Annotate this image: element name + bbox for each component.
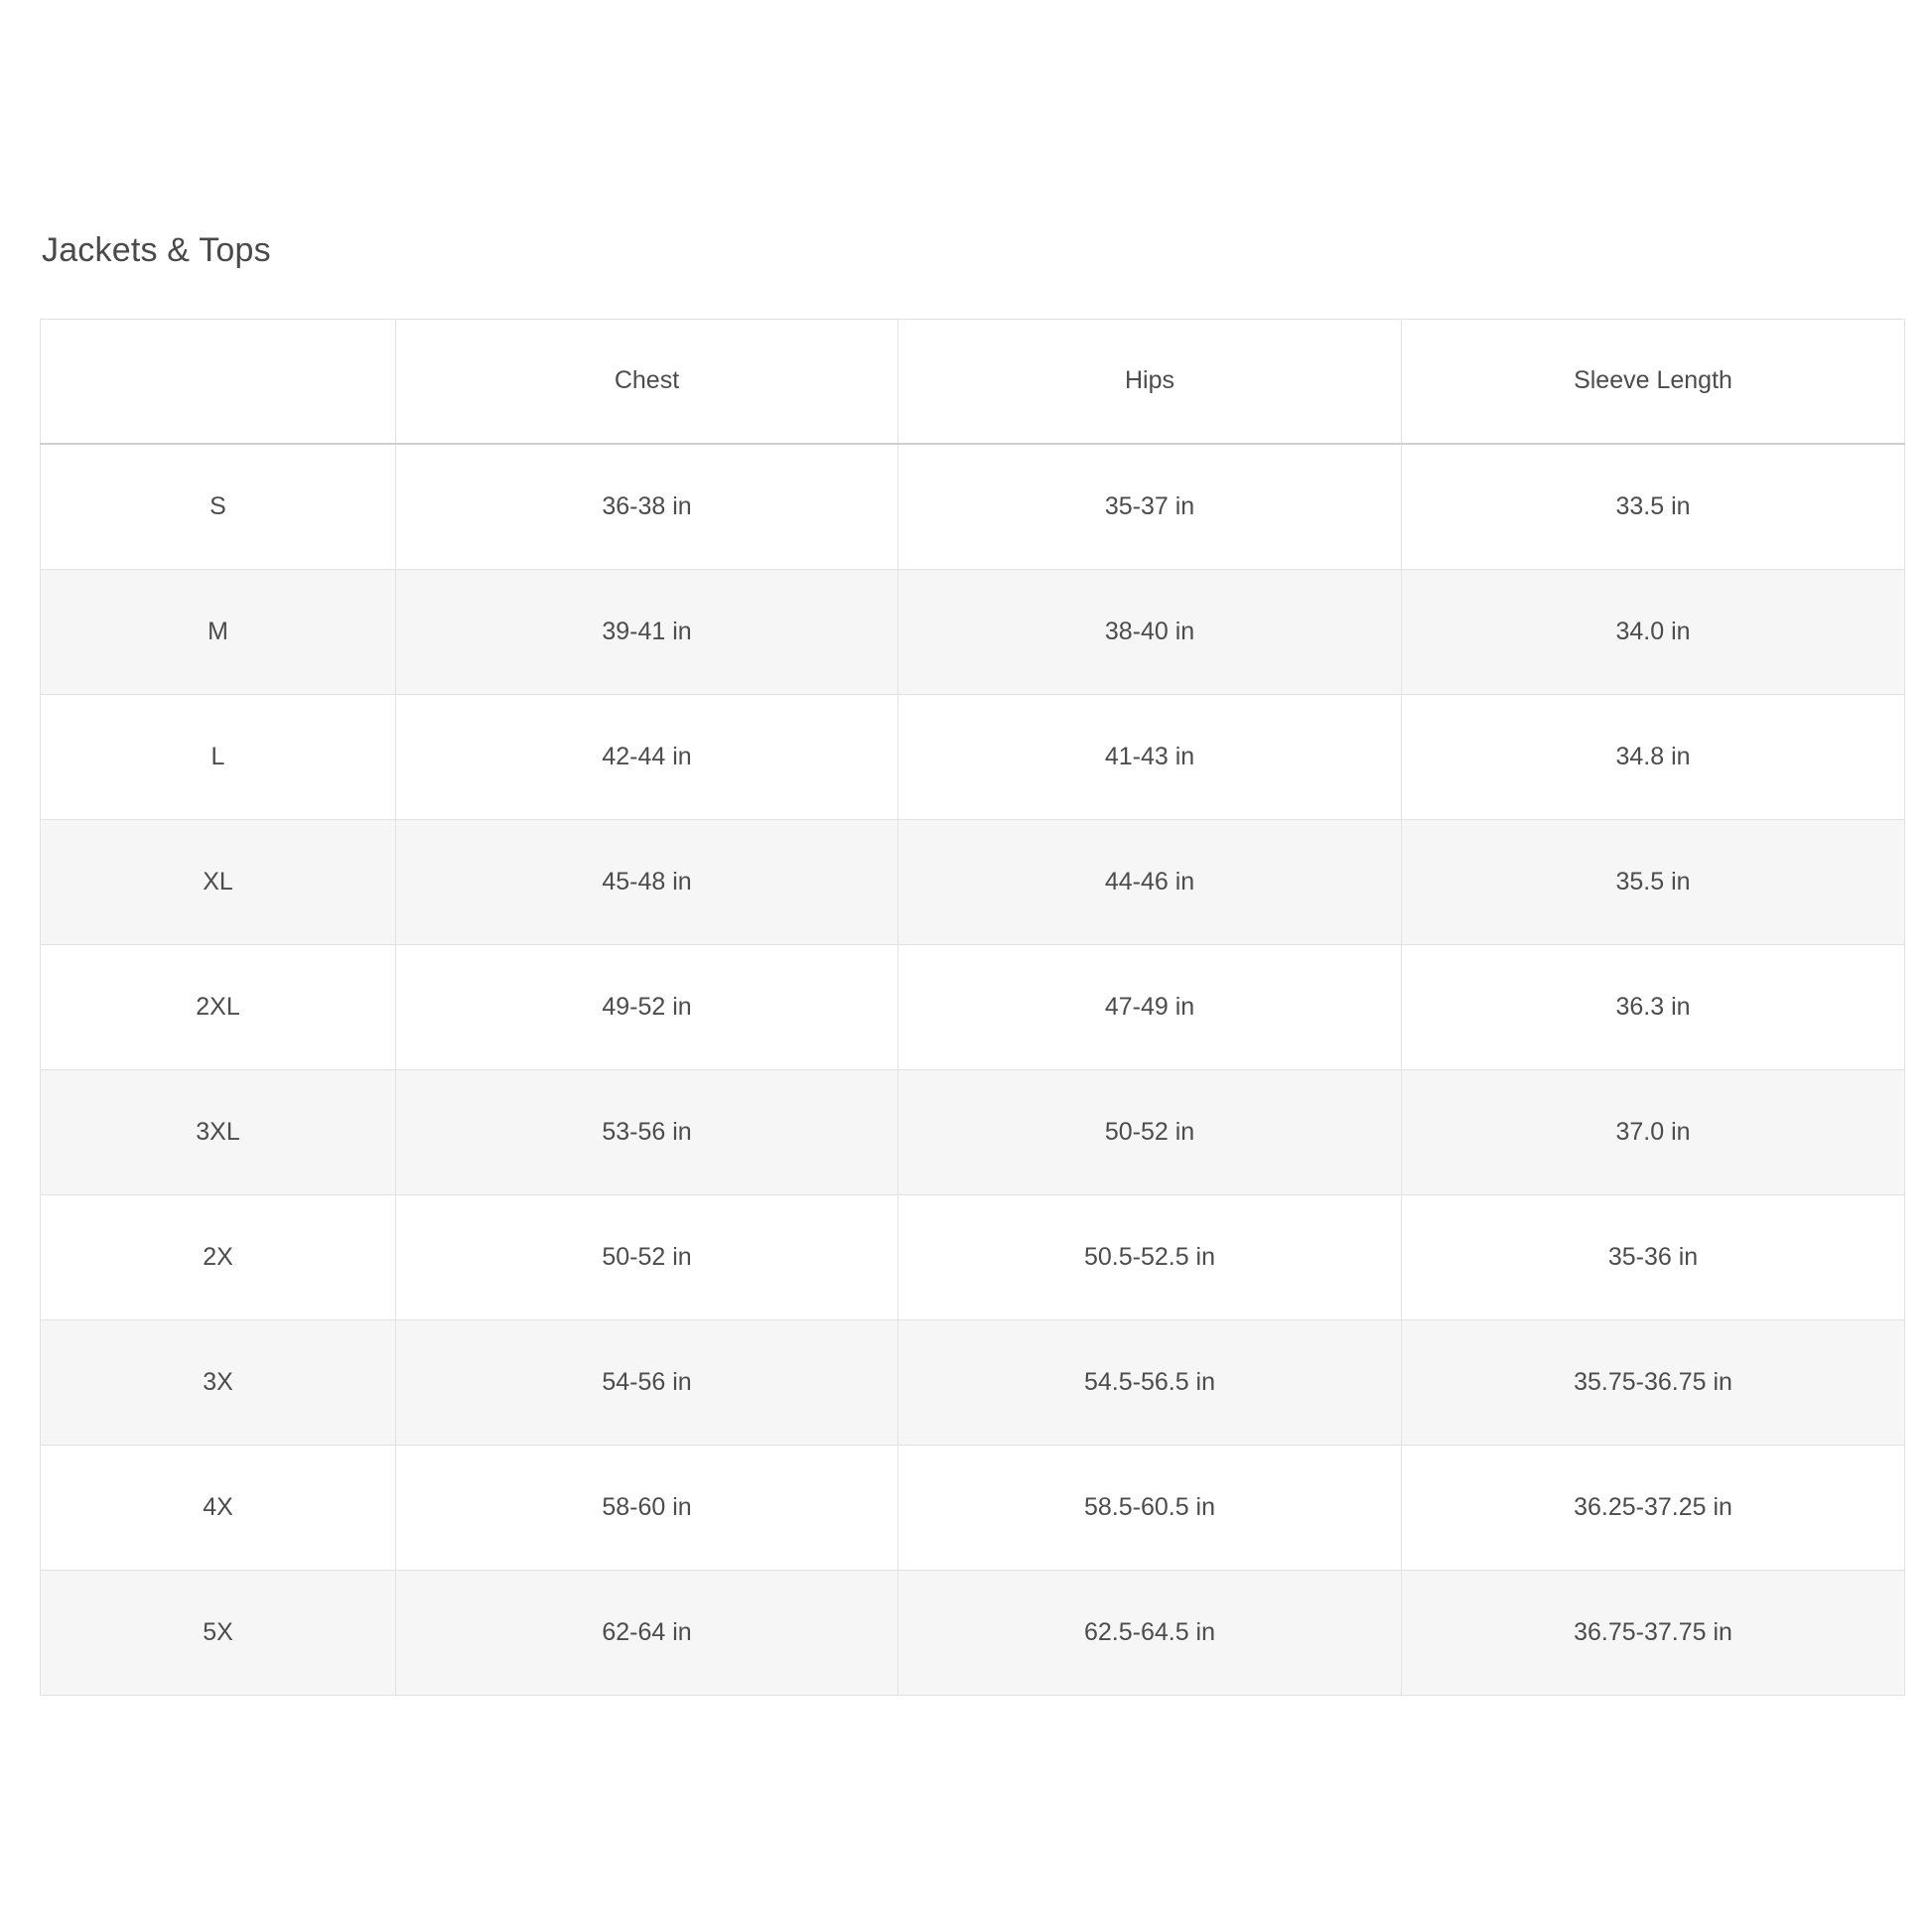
cell-size: 2XL [41, 944, 396, 1069]
column-header-hips: Hips [898, 319, 1402, 444]
cell-size: 3X [41, 1319, 396, 1445]
table-header [41, 319, 1905, 444]
cell-hips: 47-49 in [898, 944, 1402, 1069]
cell-hips: 54.5-56.5 in [898, 1319, 1402, 1445]
cell-sleeve: 36.75-37.75 in [1402, 1570, 1905, 1695]
cell-sleeve: 35.75-36.75 in [1402, 1319, 1905, 1445]
cell-sleeve: 34.8 in [1402, 694, 1905, 819]
table-row [41, 819, 1905, 944]
cell-hips: 35-37 in [898, 444, 1402, 570]
table-row [41, 1570, 1905, 1695]
table-row [41, 1069, 1905, 1194]
column-header-sleeve: Sleeve Length [1402, 319, 1905, 444]
cell-hips: 44-46 in [898, 819, 1402, 944]
table-row [41, 444, 1905, 570]
table-body [41, 444, 1905, 1696]
table-row [41, 944, 1905, 1069]
cell-size: 4X [41, 1445, 396, 1570]
cell-sleeve: 36.25-37.25 in [1402, 1445, 1905, 1570]
cell-chest: 45-48 in [396, 819, 898, 944]
table-header-row [41, 319, 1905, 444]
cell-size: S [41, 444, 396, 570]
cell-size: XL [41, 819, 396, 944]
cell-chest: 49-52 in [396, 944, 898, 1069]
cell-sleeve: 37.0 in [1402, 1069, 1905, 1194]
cell-sleeve: 34.0 in [1402, 569, 1905, 694]
cell-sleeve: 33.5 in [1402, 444, 1905, 570]
table-row [41, 1319, 1905, 1445]
table-row [41, 694, 1905, 819]
cell-hips: 58.5-60.5 in [898, 1445, 1402, 1570]
size-chart-table [40, 319, 1905, 1696]
cell-sleeve: 36.3 in [1402, 944, 1905, 1069]
cell-chest: 54-56 in [396, 1319, 898, 1445]
cell-chest: 36-38 in [396, 444, 898, 570]
table-row [41, 1445, 1905, 1570]
cell-sleeve: 35-36 in [1402, 1194, 1905, 1319]
cell-chest: 58-60 in [396, 1445, 898, 1570]
cell-size: 2X [41, 1194, 396, 1319]
cell-size: M [41, 569, 396, 694]
size-chart-section [40, 230, 1900, 1696]
cell-chest: 53-56 in [396, 1069, 898, 1194]
cell-sleeve: 35.5 in [1402, 819, 1905, 944]
cell-hips: 62.5-64.5 in [898, 1570, 1402, 1695]
cell-size: 3XL [41, 1069, 396, 1194]
column-header-size [41, 319, 396, 444]
cell-chest: 50-52 in [396, 1194, 898, 1319]
table-row [41, 1194, 1905, 1319]
cell-size: 5X [41, 1570, 396, 1695]
cell-size: L [41, 694, 396, 819]
cell-chest: 39-41 in [396, 569, 898, 694]
page-title: Jackets & Tops [42, 231, 271, 269]
cell-hips: 50.5-52.5 in [898, 1194, 1402, 1319]
cell-hips: 50-52 in [898, 1069, 1402, 1194]
cell-hips: 41-43 in [898, 694, 1402, 819]
table-row [41, 569, 1905, 694]
cell-hips: 38-40 in [898, 569, 1402, 694]
cell-chest: 42-44 in [396, 694, 898, 819]
column-header-chest: Chest [396, 319, 898, 444]
cell-chest: 62-64 in [396, 1570, 898, 1695]
